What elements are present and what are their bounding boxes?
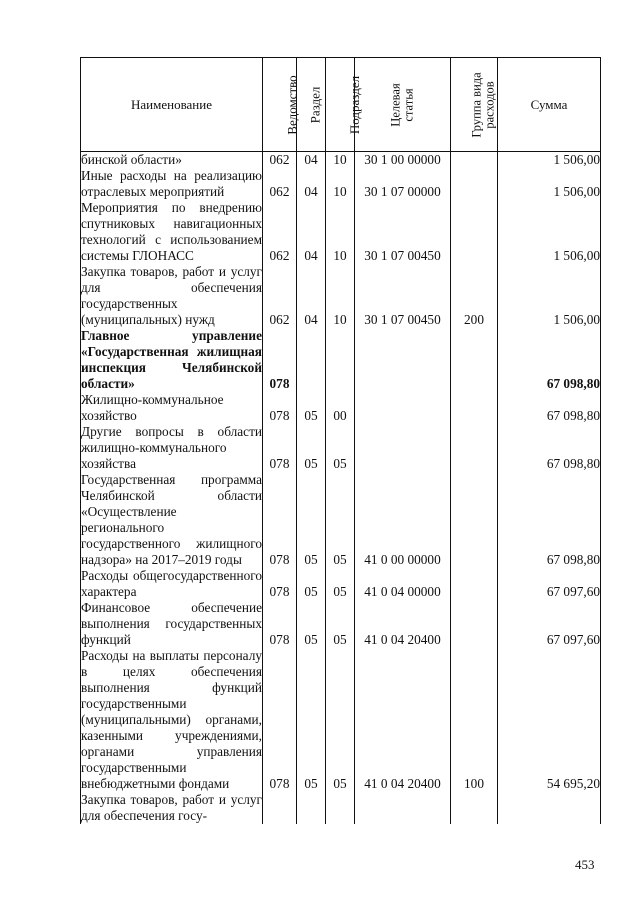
cell-group bbox=[451, 392, 498, 424]
cell-dept: 078 bbox=[263, 648, 297, 792]
table-row bbox=[81, 168, 601, 200]
cell-dept: 062 bbox=[263, 200, 297, 264]
header-dept: Ведомство bbox=[263, 58, 297, 152]
cell-target bbox=[355, 392, 451, 424]
cell-section: 05 bbox=[297, 472, 326, 568]
cell-target: 30 1 07 00450 bbox=[355, 264, 451, 328]
table-row bbox=[81, 392, 601, 424]
cell-target: 41 0 04 00000 bbox=[355, 568, 451, 600]
table-row bbox=[81, 424, 601, 472]
cell-section bbox=[297, 328, 326, 392]
cell-dept: 078 bbox=[263, 472, 297, 568]
cell-target: 30 1 07 00450 bbox=[355, 200, 451, 264]
cell-dept: 062 bbox=[263, 264, 297, 328]
cell-name: Финансовое обеспечение выполнения государственных функций bbox=[81, 600, 262, 647]
cell-group: 100 bbox=[451, 648, 498, 792]
table-row bbox=[81, 648, 601, 792]
header-sum: Сумма bbox=[498, 58, 601, 152]
cell-group bbox=[451, 168, 498, 200]
cell-section: 05 bbox=[297, 600, 326, 648]
table-row bbox=[81, 264, 601, 328]
cell-dept: 078 bbox=[263, 328, 297, 392]
cell-name: Государственная программа Челябинской области «Осуществление регионального государственного жилищного надзора» на 2017–2019 годы bbox=[81, 472, 262, 567]
cell-name: Другие вопросы в области жилищно-коммунального хозяйства bbox=[81, 424, 262, 471]
cell-section: 04 bbox=[297, 200, 326, 264]
cell-subsection bbox=[326, 792, 355, 824]
table-row bbox=[81, 328, 601, 392]
cell-subsection: 00 bbox=[326, 392, 355, 424]
cell-section bbox=[297, 792, 326, 824]
cell-dept: 078 bbox=[263, 600, 297, 648]
cell-group: 200 bbox=[451, 264, 498, 328]
table-header-row bbox=[81, 58, 601, 152]
cell-group bbox=[451, 200, 498, 264]
header-subsection: Подраздел bbox=[326, 58, 355, 152]
header-group: Группа вида расходов bbox=[451, 58, 498, 152]
cell-target: 30 1 07 00000 bbox=[355, 168, 451, 200]
cell-target: 41 0 04 20400 bbox=[355, 648, 451, 792]
table-row bbox=[81, 792, 601, 824]
cell-name: Мероприятия по внедрению спутниковых навигационных технологий с использованием системы ГЛОНАСС bbox=[81, 200, 262, 263]
cell-group bbox=[451, 328, 498, 392]
cell-subsection: 05 bbox=[326, 424, 355, 472]
cell-section: 05 bbox=[297, 392, 326, 424]
cell-name: Иные расходы на реализацию отраслевых мероприятий bbox=[81, 168, 262, 199]
cell-dept: 078 bbox=[263, 424, 297, 472]
cell-section: 05 bbox=[297, 424, 326, 472]
cell-target bbox=[355, 328, 451, 392]
cell-sum: 1 506,00 bbox=[498, 264, 601, 328]
cell-subsection: 05 bbox=[326, 568, 355, 600]
budget-table bbox=[80, 57, 601, 824]
cell-name: Закупка товаров, работ и услуг для обеспечения государственных (муниципальных) нужд bbox=[81, 264, 262, 327]
cell-section: 04 bbox=[297, 152, 326, 169]
cell-group bbox=[451, 424, 498, 472]
cell-group bbox=[451, 792, 498, 824]
budget-table-container bbox=[80, 57, 601, 824]
cell-subsection: 10 bbox=[326, 264, 355, 328]
header-name: Наименование bbox=[81, 58, 263, 152]
table-row bbox=[81, 568, 601, 600]
cell-sum: 67 098,80 bbox=[498, 392, 601, 424]
cell-target: 30 1 00 00000 bbox=[355, 152, 451, 169]
header-section: Раздел bbox=[297, 58, 326, 152]
cell-group bbox=[451, 600, 498, 648]
cell-subsection: 05 bbox=[326, 600, 355, 648]
cell-group bbox=[451, 152, 498, 169]
cell-section: 05 bbox=[297, 568, 326, 600]
cell-sum: 1 506,00 bbox=[498, 168, 601, 200]
table-row bbox=[81, 152, 601, 169]
header-target: Целевая статья bbox=[355, 58, 451, 152]
cell-name: Расходы на выплаты персоналу в целях обеспечения выполнения функций государственными (муниципальными) органами, казенными учреждениями, органами управления государственными внебюджетными фондами bbox=[81, 648, 262, 791]
cell-dept: 062 bbox=[263, 168, 297, 200]
cell-sum: 67 097,60 bbox=[498, 600, 601, 648]
cell-target bbox=[355, 424, 451, 472]
cell-name: Расходы общегосударственного характера bbox=[81, 568, 262, 599]
cell-section: 04 bbox=[297, 264, 326, 328]
cell-sum: 67 098,80 bbox=[498, 472, 601, 568]
cell-subsection: 05 bbox=[326, 648, 355, 792]
cell-target: 41 0 04 20400 bbox=[355, 600, 451, 648]
cell-section: 05 bbox=[297, 648, 326, 792]
cell-sum: 67 098,80 bbox=[498, 424, 601, 472]
cell-dept: 078 bbox=[263, 392, 297, 424]
cell-group bbox=[451, 472, 498, 568]
cell-target: 41 0 00 00000 bbox=[355, 472, 451, 568]
cell-dept: 078 bbox=[263, 568, 297, 600]
cell-sum: 67 098,80 bbox=[498, 328, 601, 392]
cell-name: Главное управление «Государственная жилищная инспекция Челябинской области» bbox=[81, 328, 262, 391]
cell-sum: 1 506,00 bbox=[498, 152, 601, 169]
cell-sum: 54 695,20 bbox=[498, 648, 601, 792]
cell-subsection: 05 bbox=[326, 472, 355, 568]
cell-subsection bbox=[326, 328, 355, 392]
cell-target bbox=[355, 792, 451, 824]
page-number: 453 bbox=[575, 857, 595, 872]
cell-dept bbox=[263, 792, 297, 824]
table-row bbox=[81, 600, 601, 648]
cell-name: Закупка товаров, работ и услуг для обеспечения госу- bbox=[81, 792, 262, 823]
cell-subsection: 10 bbox=[326, 200, 355, 264]
cell-group bbox=[451, 568, 498, 600]
cell-name: бинской области» bbox=[81, 152, 263, 169]
table-row bbox=[81, 472, 601, 568]
cell-sum: 67 097,60 bbox=[498, 568, 601, 600]
cell-dept: 062 bbox=[263, 152, 297, 169]
table-row bbox=[81, 200, 601, 264]
cell-name: Жилищно-коммунальное хозяйство bbox=[81, 392, 263, 424]
cell-subsection: 10 bbox=[326, 168, 355, 200]
cell-sum: 1 506,00 bbox=[498, 200, 601, 264]
cell-section: 04 bbox=[297, 168, 326, 200]
cell-subsection: 10 bbox=[326, 152, 355, 169]
cell-sum bbox=[498, 792, 601, 824]
